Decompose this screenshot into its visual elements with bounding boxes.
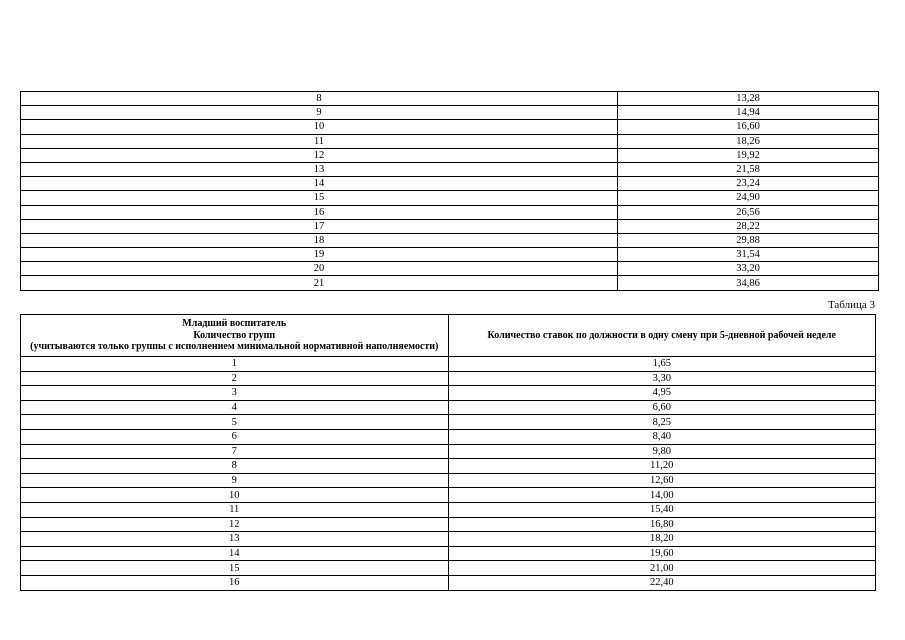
rates-cell: 19,92 [618,148,879,162]
table-row [21,517,876,532]
rates-cell: 16,60 [618,120,879,134]
rates-cell: 3,30 [448,371,876,386]
header-row [21,315,876,357]
groups-cell: 16 [21,205,618,219]
groups-cell: 1 [21,357,449,372]
groups-cell: 14 [21,546,449,561]
rates-cell: 31,54 [618,248,879,262]
position-title: Младший воспитатель [182,318,287,330]
groups-cell: 6 [21,429,449,444]
table-row [21,92,879,106]
table3-body [21,357,876,591]
table-row [21,561,876,576]
table-row [21,473,876,488]
table-row [21,400,876,415]
groups-cell: 9 [21,473,449,488]
table-row [21,575,876,590]
groups-cell: 11 [21,134,618,148]
table-row [21,532,876,547]
rates-cell: 21,00 [448,561,876,576]
rates-cell: 19,60 [448,546,876,561]
groups-count-note: (учитываются только группы с исполнением минимальной нормативной наполняемости) [30,341,439,353]
rates-cell: 28,22 [618,219,879,233]
table-row [21,162,879,176]
junior-teacher-rates-table [20,314,876,591]
rates-cell: 33,20 [618,262,879,276]
rates-cell: 29,88 [618,233,879,247]
rates-cell: 26,56 [618,205,879,219]
table-row [21,134,879,148]
table-row [21,191,879,205]
groups-count-label: Количество групп [193,329,276,341]
rates-cell: 8,25 [448,415,876,430]
table-row [21,488,876,503]
rates-cell: 12,60 [448,473,876,488]
rates-count-header: Количество ставок по должности в одну смену при 5-дневной рабочей неделе [448,315,876,357]
groups-cell: 2 [21,371,449,386]
rates-table-body [21,92,879,291]
rates-cell: 14,94 [618,106,879,120]
rates-cell: 23,24 [618,177,879,191]
groups-cell: 8 [21,459,449,474]
groups-cell: 14 [21,177,618,191]
rates-cell: 16,80 [448,517,876,532]
rates-cell: 8,40 [448,429,876,444]
rates-table-continued [20,91,879,291]
groups-cell: 16 [21,575,449,590]
rates-cell: 9,80 [448,444,876,459]
table-row [21,219,879,233]
table-row [21,248,879,262]
rates-cell: 18,26 [618,134,879,148]
groups-count-header [21,315,449,357]
rates-cell: 21,58 [618,162,879,176]
groups-cell: 10 [21,120,618,134]
rates-cell: 13,28 [618,92,879,106]
groups-cell: 18 [21,233,618,247]
groups-cell: 10 [21,488,449,503]
table-row [21,205,879,219]
table-row [21,357,876,372]
table-row [21,459,876,474]
table-row [21,276,879,290]
rates-cell: 14,00 [448,488,876,503]
rates-cell: 18,20 [448,532,876,547]
rates-cell: 24,90 [618,191,879,205]
groups-cell: 15 [21,191,618,205]
rates-cell: 4,95 [448,386,876,401]
groups-cell: 11 [21,502,449,517]
table-row [21,371,876,386]
table-row [21,148,879,162]
table-header [21,315,876,357]
groups-cell: 19 [21,248,618,262]
table-caption: Таблица 3 [827,299,875,311]
table-row [21,502,876,517]
rates-cell: 6,60 [448,400,876,415]
groups-cell: 21 [21,276,618,290]
groups-cell: 9 [21,106,618,120]
table-row [21,415,876,430]
table-row [21,386,876,401]
groups-cell: 13 [21,532,449,547]
groups-cell: 12 [21,517,449,532]
groups-cell: 7 [21,444,449,459]
table-row [21,262,879,276]
groups-cell: 3 [21,386,449,401]
rates-cell: 11,20 [448,459,876,474]
groups-cell: 13 [21,162,618,176]
groups-cell: 12 [21,148,618,162]
table-row [21,177,879,191]
rates-cell: 34,86 [618,276,879,290]
groups-cell: 5 [21,415,449,430]
groups-cell: 15 [21,561,449,576]
table-row [21,120,879,134]
table-row [21,546,876,561]
table-row [21,106,879,120]
groups-cell: 20 [21,262,618,276]
groups-cell: 4 [21,400,449,415]
groups-cell: 17 [21,219,618,233]
rates-cell: 1,65 [448,357,876,372]
table-row [21,444,876,459]
groups-cell: 8 [21,92,618,106]
rates-cell: 15,40 [448,502,876,517]
table-row [21,429,876,444]
table-row [21,233,879,247]
rates-cell: 22,40 [448,575,876,590]
